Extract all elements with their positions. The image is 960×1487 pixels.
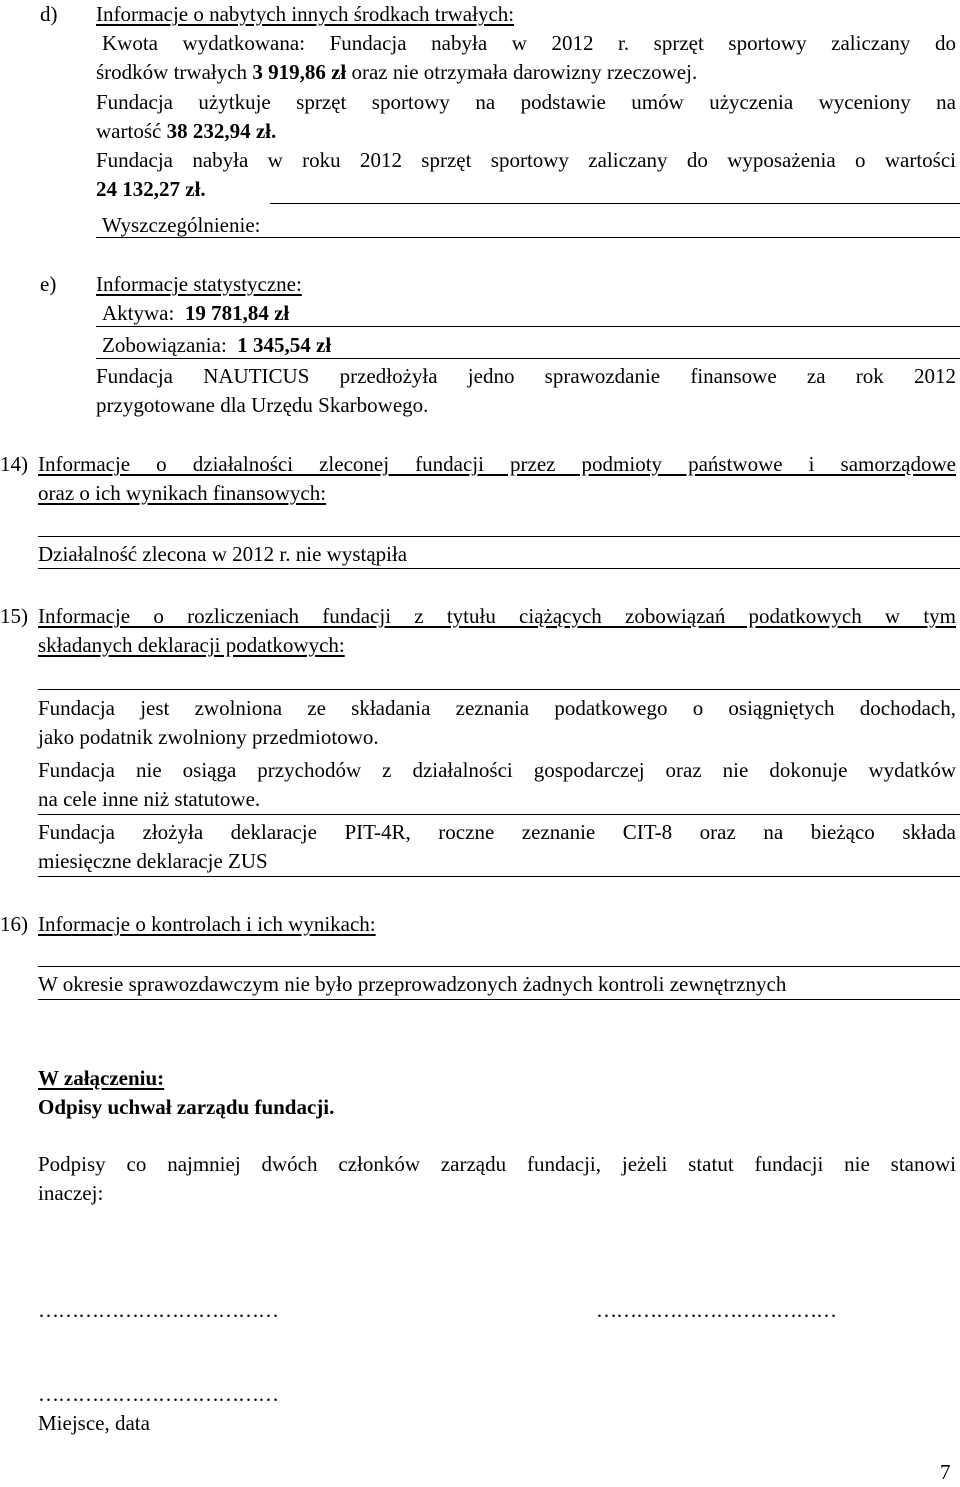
signature-line-left: ……………………………… xyxy=(38,1298,278,1322)
place-date-label: Miejsce, data xyxy=(38,1411,150,1435)
signatures-text-l2: inaczej: xyxy=(38,1181,104,1205)
tax-exemption-l2: jako podatnik zwolniony przedmiotowo. xyxy=(38,725,379,749)
liabilities-value: 1 345,54 zł xyxy=(237,333,332,357)
signature-line-right: ……………………………… xyxy=(596,1298,836,1322)
section-16-heading: Informacje o kontrolach i ich wynikach: xyxy=(38,912,376,936)
divider xyxy=(96,237,960,238)
section-e-paragraph-l1: Fundacja NAUTICUS przedłożyła jedno sprawozdanie finansowe za rok 2012 xyxy=(96,364,956,388)
detail-label: Wyszczególnienie: xyxy=(102,213,261,237)
section-d-line-4 xyxy=(96,117,276,146)
section-15-heading-l1: Informacje o rozliczeniach fundacji z tytułu ciążących zobowiązań podatkowych w tym xyxy=(38,604,956,628)
amount-spent-text: Fundacja nabyła w 2012 r. sprzęt sportowy zaliczany do xyxy=(329,31,956,55)
liabilities-label: Zobowiązania: xyxy=(102,333,227,357)
divider xyxy=(96,326,960,327)
assets-label: Aktywa: xyxy=(102,301,175,325)
section-14-body: Działalność zlecona w 2012 r. nie wystąpiła xyxy=(38,542,408,566)
divider xyxy=(38,876,960,877)
divider xyxy=(38,814,960,815)
no-business-income-l1: Fundacja nie osiąga przychodów z działalności gospodarczej oraz nie dokonuje wydatków xyxy=(38,758,956,782)
tax-exemption-l1: Fundacja jest zwolniona ze składania zeznania podatkowego o osiągniętych dochodach, xyxy=(38,696,956,720)
text-fragment: środków trwałych xyxy=(96,60,253,84)
text-fragment: wartość xyxy=(96,119,167,143)
section-15-number: 15) xyxy=(0,604,28,628)
tax-declarations-l2: miesięczne deklaracje ZUS xyxy=(38,849,268,873)
fixed-assets-amount: 3 919,86 zł xyxy=(252,60,347,84)
section-e-marker: e) xyxy=(40,272,57,296)
section-d-line-2 xyxy=(96,58,697,87)
section-16-body: W okresie sprawozdawczym nie było przeprowadzonych żadnych kontroli zewnętrznych xyxy=(38,972,787,996)
liabilities-row xyxy=(102,331,331,360)
section-d-line-5: Fundacja nabyła w roku 2012 sprzęt sportowy zaliczany do wyposażenia o wartości xyxy=(96,148,956,172)
divider xyxy=(96,358,960,359)
section-d-marker: d) xyxy=(40,2,58,26)
divider xyxy=(38,568,960,569)
divider xyxy=(38,966,960,967)
page-number: 7 xyxy=(940,1460,951,1484)
section-15-heading-l2: składanych deklaracji podatkowych: xyxy=(38,633,345,657)
section-d-line-3: Fundacja użytkuje sprzęt sportowy na podstawie umów użyczenia wyceniony na xyxy=(96,90,956,114)
lent-equipment-amount: 38 232,94 zł. xyxy=(166,119,277,143)
signatures-text-l1: Podpisy co najmniej dwóch członków zarządu fundacji, jeżeli statut fundacji nie stanowi xyxy=(38,1152,956,1176)
section-14-heading-l1: Informacje o działalności zleconej fundacji przez podmioty państwowe i samorządowe xyxy=(38,452,956,476)
section-14-heading-l2: oraz o ich wynikach finansowych: xyxy=(38,481,327,505)
divider xyxy=(270,203,960,204)
section-d-heading: Informacje o nabytych innych środkach trwałych: xyxy=(96,2,515,26)
attachments-heading: W załączeniu: xyxy=(38,1066,165,1090)
section-e-paragraph-l2: przygotowane dla Urzędu Skarbowego. xyxy=(96,393,429,417)
section-14-number: 14) xyxy=(0,452,28,476)
section-d-line-1 xyxy=(96,29,956,58)
assets-value: 19 781,84 zł xyxy=(184,301,290,325)
assets-row xyxy=(102,299,289,328)
section-16-number: 16) xyxy=(0,912,28,936)
no-business-income-l2: na cele inne niż statutowe. xyxy=(38,787,261,811)
place-date-line: ……………………………… xyxy=(38,1382,278,1406)
section-e-heading: Informacje statystyczne: xyxy=(96,272,302,296)
equipment-amount: 24 132,27 zł. xyxy=(96,177,206,201)
attachments-item: Odpisy uchwał zarządu fundacji. xyxy=(38,1095,335,1119)
tax-declarations-l1: Fundacja złożyła deklaracje PIT-4R, roczne zeznanie CIT-8 oraz na bieżąco składa xyxy=(38,820,956,844)
amount-spent-label: Kwota wydatkowana: xyxy=(102,31,306,55)
divider xyxy=(38,536,960,537)
text-fragment: oraz nie otrzymała darowizny rzeczowej. xyxy=(346,60,698,84)
divider xyxy=(38,689,960,690)
divider xyxy=(38,999,960,1000)
